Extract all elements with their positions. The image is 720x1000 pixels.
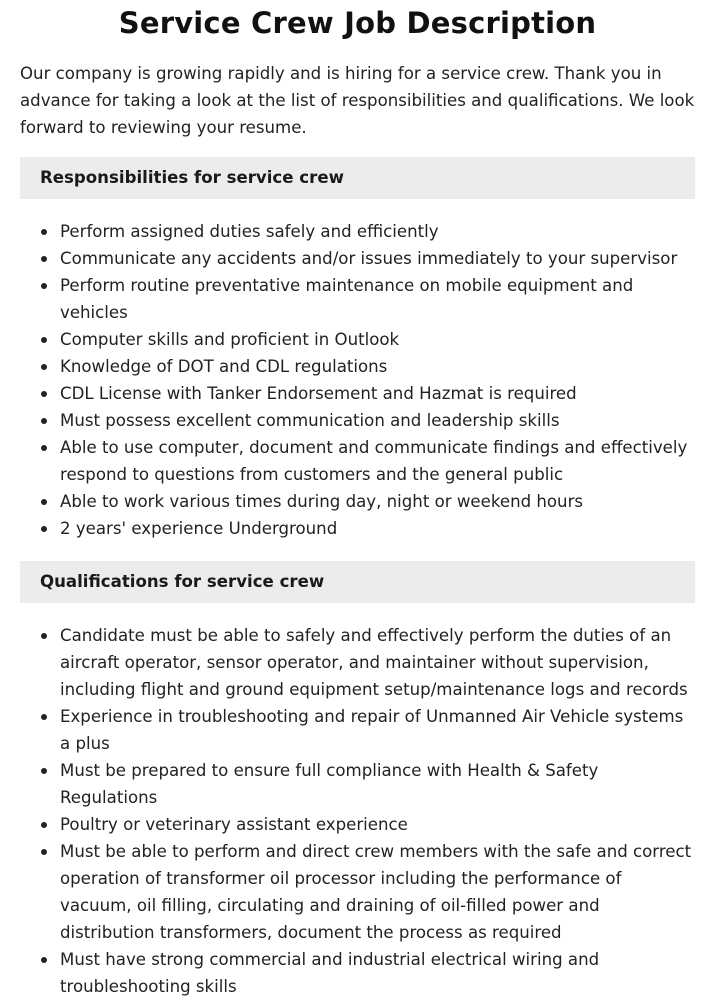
list-item: Must be able to perform and direct crew members with the safe and correct operation of transformer oil processor including the performance of vacuum, oil filling, circulating and draining of oil-filled power and distribution transformers, document the process as required [20,838,695,946]
list-item: Knowledge of DOT and CDL regulations [20,353,695,380]
responsibilities-heading: Responsibilities for service crew [20,157,695,199]
list-item: Perform assigned duties safely and efficiently [20,218,695,245]
intro-paragraph: Our company is growing rapidly and is hiring for a service crew. Thank you in advance for taking a look at the list of responsibilities and qualifications. We look forward to reviewing your resume. [20,64,695,137]
list-item: CDL License with Tanker Endorsement and Hazmat is required [20,380,695,407]
list-item: Must be prepared to ensure full compliance with Health & Safety Regulations [20,757,695,811]
list-item: Able to use computer, document and communicate findings and effectively respond to questions from customers and the general public [20,434,695,488]
list-item: 2 years' experience Underground [20,515,695,542]
list-item: Must possess excellent communication and leadership skills [20,407,695,434]
list-item: Communicate any accidents and/or issues immediately to your supervisor [20,245,695,272]
qualifications-heading: Qualifications for service crew [20,561,695,603]
responsibilities-list [20,218,695,542]
list-item: Perform routine preventative maintenance on mobile equipment and vehicles [20,272,695,326]
page-title: Service Crew Job Description [118,6,597,40]
list-item: Experience in troubleshooting and repair of Unmanned Air Vehicle systems a plus [20,703,695,757]
list-item: Poultry or veterinary assistant experience [20,811,695,838]
qualifications-list [20,622,695,1000]
list-item: Candidate must be able to safely and effectively perform the duties of an aircraft operator, sensor operator, and maintainer without supervision, including flight and ground equipment setup/maintenance logs and records [20,622,695,703]
list-item: Must have strong commercial and industrial electrical wiring and troubleshooting skills [20,946,695,1000]
list-item: Computer skills and proficient in Outlook [20,326,695,353]
list-item: Able to work various times during day, night or weekend hours [20,488,695,515]
